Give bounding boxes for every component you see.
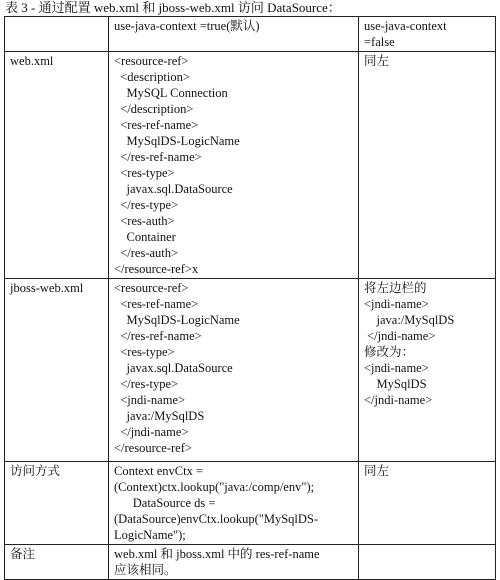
code-line: </res-auth> [114,246,179,260]
header-col3-line: use-java-context [364,19,447,33]
note-line: <jndi-name> [364,361,429,375]
code-line: <resource-ref> [114,54,189,68]
code-line: <jndi-name> [114,393,186,407]
row-label-web-xml [5,52,109,279]
row-label-text: web.xml [10,54,54,68]
note-line: </jndi-name> [364,393,433,407]
code-line: </resource-ref>x [114,262,199,276]
code-line: (DataSource)envCtx.lookup("MySqlDS- [114,512,319,526]
header-cell-use-java-context-false [359,17,496,52]
code-line: LogicName"); [114,528,186,542]
note-line: java:/MySqlDS [364,313,455,327]
code-line: </resource-ref> [114,441,192,455]
web-xml-note-cell [359,52,496,279]
code-line: MySQL Connection [114,86,228,100]
code-line: MySqlDS-LogicName [114,134,240,148]
code-line: java:/MySqlDS [114,409,205,423]
datasource-config-table [4,16,496,580]
table-row-web-xml [5,52,496,279]
header-cell-use-java-context-true [109,17,359,52]
code-line: <res-ref-name> [114,297,199,311]
note-line: 将左边栏的 [364,281,427,295]
code-line: <res-auth> [114,214,175,228]
table-row-access-method [5,462,496,545]
code-line: </res-type> [114,198,179,212]
code-line: Context envCtx = [114,464,203,478]
jboss-web-xml-code-cell [109,279,359,462]
note-line: MySqlDS [364,377,427,391]
remark-line: web.xml 和 jboss.xml 中的 res-ref-name [114,547,320,561]
code-line: MySqlDS-LogicName [114,313,240,327]
code-line: <res-type> [114,166,175,180]
row-label-jboss-web-xml [5,279,109,462]
remark-line: 应该相同。 [114,563,177,577]
code-line: </res-ref-name> [114,150,202,164]
table-caption: 表 3 - 通过配置 web.xml 和 jboss-web.xml 访问 DataSource： [5,0,341,15]
access-method-note-cell [359,462,496,545]
remark-note-cell [359,545,496,580]
code-line: DataSource ds = [114,496,216,510]
code-line: javax.sql.DataSource [114,182,233,196]
web-xml-code-cell [109,52,359,279]
code-line: javax.sql.DataSource [114,361,233,375]
code-line: <description> [114,70,190,84]
code-line: </res-type> [114,377,179,391]
note-line: 修改为： [364,345,415,359]
note-line: </jndi-name> [364,329,436,343]
row-label-text: 备注 [10,547,36,561]
row-label-remark [5,545,109,580]
header-cell-empty [5,17,109,52]
code-line: </res-ref-name> [114,329,202,343]
note-text: 同左 [364,464,390,478]
code-line: (Context)ctx.lookup("java:/comp/env"); [114,480,315,494]
code-line: </description> [114,102,194,116]
header-col2-text: use-java-context =true(默认) [114,19,260,33]
row-label-access-method [5,462,109,545]
row-label-text: jboss-web.xml [10,281,84,295]
code-line: <resource-ref> [114,281,189,295]
note-line: <jndi-name> [364,297,429,311]
access-method-code-cell [109,462,359,545]
table-header-row [5,17,496,52]
code-line: Container [114,230,176,244]
row-label-text: 访问方式 [10,464,61,478]
table-row-jboss-web-xml [5,279,496,462]
header-col3-line: =false [364,35,395,49]
remark-text-cell [109,545,359,580]
code-line: <res-ref-name> [114,118,199,132]
jboss-web-xml-note-cell [359,279,496,462]
table-row-remark [5,545,496,580]
code-line: <res-type> [114,345,175,359]
code-line: </jndi-name> [114,425,189,439]
note-text: 同左 [364,54,390,68]
